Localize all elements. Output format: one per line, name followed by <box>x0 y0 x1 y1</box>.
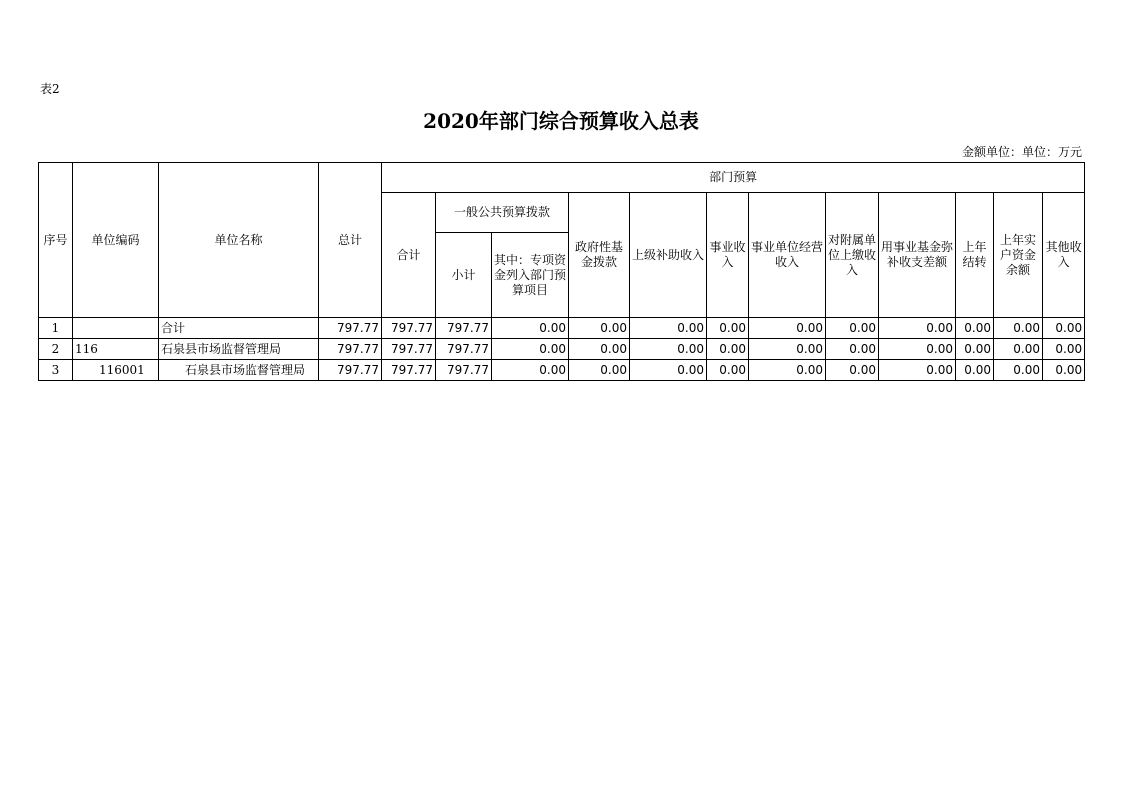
cell-special: 0.00 <box>492 339 569 360</box>
header-special: 其中：专项资金列入部门预算项目 <box>492 233 569 318</box>
cell-affiliated-income: 0.00 <box>826 339 879 360</box>
cell-subtotal: 797.77 <box>382 339 436 360</box>
cell-operating-income: 0.00 <box>749 318 826 339</box>
cell-gov-fund: 0.00 <box>569 339 630 360</box>
table-number: 表2 <box>40 82 60 96</box>
header-operating-income: 事业单位经营收入 <box>749 193 826 318</box>
cell-name: 石泉县市场监督管理局 <box>159 339 319 360</box>
header-superior-subsidy: 上级补助收入 <box>630 193 707 318</box>
cell-seq: 2 <box>39 339 73 360</box>
header-affiliated-income: 对附属单位上缴收入 <box>826 193 879 318</box>
cell-fund-offset: 0.00 <box>879 339 956 360</box>
header-carryover: 上年结转 <box>956 193 994 318</box>
cell-total: 797.77 <box>319 360 382 381</box>
header-code: 单位编码 <box>73 163 159 318</box>
cell-affiliated-income: 0.00 <box>826 318 879 339</box>
cell-xiaoji: 797.77 <box>436 318 492 339</box>
budget-income-table <box>38 162 1085 381</box>
cell-fund-offset: 0.00 <box>879 360 956 381</box>
cell-prior-balance: 0.00 <box>994 360 1043 381</box>
header-business-income: 事业收入 <box>707 193 749 318</box>
header-other-income: 其他收入 <box>1043 193 1085 318</box>
cell-code: 116001 <box>73 360 159 381</box>
cell-fund-offset: 0.00 <box>879 318 956 339</box>
cell-other-income: 0.00 <box>1043 318 1085 339</box>
amount-unit: 金额单位：单位：万元 <box>961 145 1082 159</box>
cell-other-income: 0.00 <box>1043 360 1085 381</box>
cell-prior-balance: 0.00 <box>994 339 1043 360</box>
cell-superior-subsidy: 0.00 <box>630 360 707 381</box>
cell-total: 797.77 <box>319 339 382 360</box>
header-fund-offset: 用事业基金弥补收支差额 <box>879 193 956 318</box>
cell-code <box>73 318 159 339</box>
cell-total: 797.77 <box>319 318 382 339</box>
header-subtotal: 合计 <box>382 193 436 318</box>
cell-prior-balance: 0.00 <box>994 318 1043 339</box>
cell-operating-income: 0.00 <box>749 339 826 360</box>
cell-superior-subsidy: 0.00 <box>630 318 707 339</box>
cell-carryover: 0.00 <box>956 318 994 339</box>
table-row <box>39 339 1085 360</box>
cell-subtotal: 797.77 <box>382 360 436 381</box>
cell-seq: 3 <box>39 360 73 381</box>
header-total: 总计 <box>319 163 382 318</box>
cell-code: 116 <box>73 339 159 360</box>
cell-name: 合计 <box>159 318 319 339</box>
cell-special: 0.00 <box>492 318 569 339</box>
cell-affiliated-income: 0.00 <box>826 360 879 381</box>
cell-business-income: 0.00 <box>707 318 749 339</box>
table-row <box>39 318 1085 339</box>
header-gov-fund: 政府性基金拨款 <box>569 193 630 318</box>
header-dept-budget: 部门预算 <box>382 163 1085 193</box>
header-seq: 序号 <box>39 163 73 318</box>
page-title: 2020年部门综合预算收入总表 <box>423 109 699 133</box>
cell-xiaoji: 797.77 <box>436 360 492 381</box>
cell-business-income: 0.00 <box>707 339 749 360</box>
cell-carryover: 0.00 <box>956 339 994 360</box>
header-name: 单位名称 <box>159 163 319 318</box>
cell-superior-subsidy: 0.00 <box>630 339 707 360</box>
cell-seq: 1 <box>39 318 73 339</box>
table-row <box>39 360 1085 381</box>
cell-other-income: 0.00 <box>1043 339 1085 360</box>
cell-business-income: 0.00 <box>707 360 749 381</box>
cell-name: 石泉县市场监督管理局 <box>159 360 319 381</box>
cell-xiaoji: 797.77 <box>436 339 492 360</box>
cell-gov-fund: 0.00 <box>569 318 630 339</box>
header-prior-balance: 上年实户资金余额 <box>994 193 1043 318</box>
header-general-public: 一般公共预算拨款 <box>436 193 569 233</box>
cell-subtotal: 797.77 <box>382 318 436 339</box>
cell-carryover: 0.00 <box>956 360 994 381</box>
header-xiaoji: 小计 <box>436 233 492 318</box>
cell-gov-fund: 0.00 <box>569 360 630 381</box>
cell-operating-income: 0.00 <box>749 360 826 381</box>
cell-special: 0.00 <box>492 360 569 381</box>
